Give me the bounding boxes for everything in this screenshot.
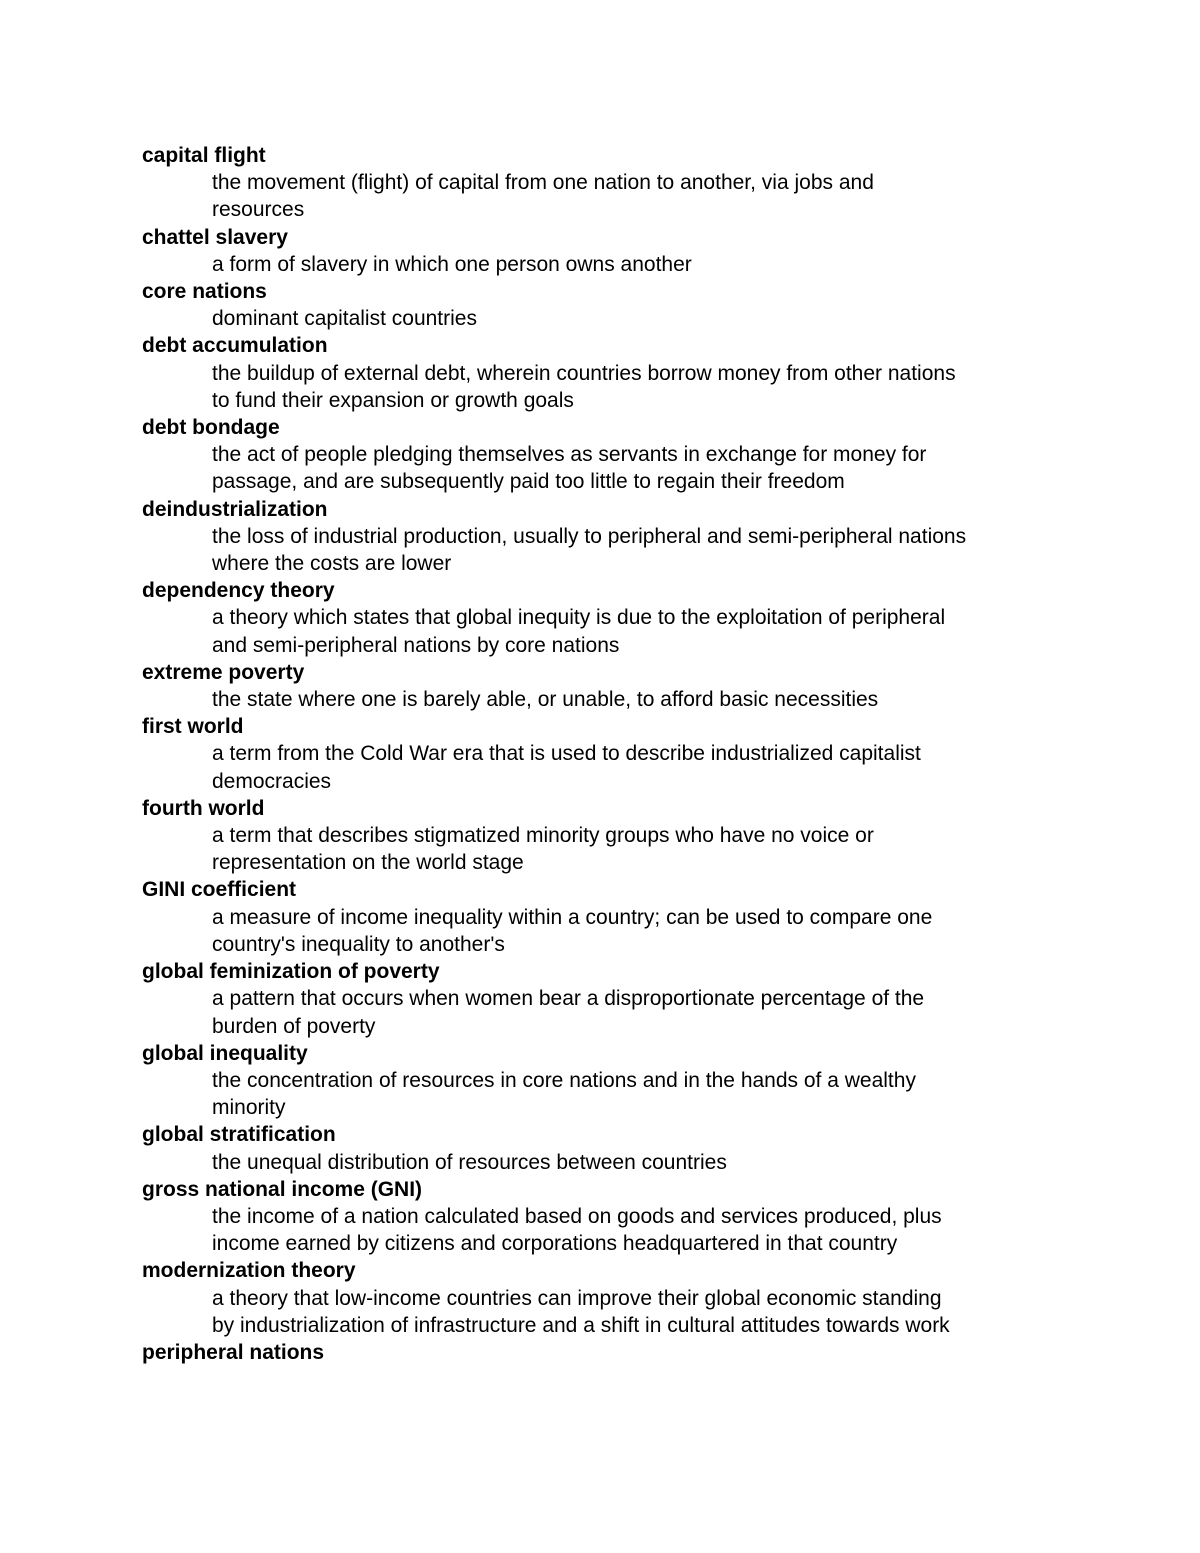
glossary-entry bbox=[142, 713, 1072, 795]
glossary-definition bbox=[142, 822, 1072, 876]
glossary-definition bbox=[142, 1203, 1072, 1257]
glossary-definition bbox=[142, 1149, 1072, 1176]
glossary-entry bbox=[142, 1176, 1072, 1258]
glossary-term: modernization theory bbox=[142, 1259, 356, 1283]
definition-line: country's inequality to another's bbox=[212, 932, 505, 956]
glossary-definition bbox=[142, 251, 1072, 278]
glossary-definition bbox=[142, 360, 1072, 414]
glossary-page bbox=[142, 142, 1072, 1366]
definition-line: a theory which states that global inequity is due to the exploitation of peripheral bbox=[212, 606, 946, 630]
glossary-definition bbox=[142, 305, 1072, 332]
definition-line: and semi-peripheral nations by core nations bbox=[212, 633, 620, 657]
glossary-term: fourth world bbox=[142, 796, 265, 820]
definition-line: the unequal distribution of resources between countries bbox=[212, 1150, 727, 1174]
definition-line: representation on the world stage bbox=[212, 851, 524, 875]
glossary-definition bbox=[142, 985, 1072, 1039]
glossary-entry bbox=[142, 332, 1072, 414]
glossary-entry bbox=[142, 876, 1072, 958]
definition-line: a term from the Cold War era that is used to describe industrialized capitalist bbox=[212, 742, 921, 766]
definition-line: income earned by citizens and corporations headquartered in that country bbox=[212, 1232, 898, 1256]
definition-line: a theory that low-income countries can improve their global economic standing bbox=[212, 1286, 942, 1310]
glossary-entry bbox=[142, 1040, 1072, 1122]
definition-line: the movement (flight) of capital from one nation to another, via jobs and bbox=[212, 171, 874, 195]
glossary-definition bbox=[142, 169, 1072, 223]
glossary-term: first world bbox=[142, 715, 244, 739]
definition-line: dominant capitalist countries bbox=[212, 307, 477, 331]
glossary-definition bbox=[142, 441, 1072, 495]
glossary-entry bbox=[142, 224, 1072, 278]
definition-line: the loss of industrial production, usually to peripheral and semi-peripheral nations bbox=[212, 524, 967, 548]
glossary-entry bbox=[142, 1339, 1072, 1366]
glossary-term: gross national income (GNI) bbox=[142, 1177, 423, 1201]
glossary-definition bbox=[142, 1067, 1072, 1121]
glossary-definition bbox=[142, 740, 1072, 794]
glossary-entry bbox=[142, 414, 1072, 496]
definition-line: resources bbox=[212, 198, 305, 222]
definition-line: the act of people pledging themselves as servants in exchange for money for bbox=[212, 443, 927, 467]
glossary-term: dependency theory bbox=[142, 579, 335, 603]
glossary-definition bbox=[142, 686, 1072, 713]
glossary-entry bbox=[142, 1121, 1072, 1175]
glossary-entry bbox=[142, 142, 1072, 224]
definition-line: a term that describes stigmatized minority groups who have no voice or bbox=[212, 824, 874, 848]
definition-line: the income of a nation calculated based on goods and services produced, plus bbox=[212, 1204, 942, 1228]
definition-line: the buildup of external debt, wherein countries borrow money from other nations bbox=[212, 361, 956, 385]
definition-line: a measure of income inequality within a country; can be used to compare one bbox=[212, 905, 933, 929]
glossary-definition bbox=[142, 604, 1072, 658]
definition-line: democracies bbox=[212, 769, 332, 793]
definition-line: by industrialization of infrastructure and a shift in cultural attitudes towards work bbox=[212, 1313, 950, 1337]
glossary-term: peripheral nations bbox=[142, 1340, 325, 1364]
glossary-term: chattel slavery bbox=[142, 225, 288, 249]
glossary-definition bbox=[142, 904, 1072, 958]
definition-line: minority bbox=[212, 1096, 286, 1120]
glossary-definition bbox=[142, 523, 1072, 577]
glossary-term: core nations bbox=[142, 280, 267, 304]
glossary-term: deindustrialization bbox=[142, 497, 328, 521]
glossary-term: debt accumulation bbox=[142, 334, 328, 358]
glossary-entry bbox=[142, 659, 1072, 713]
definition-line: where the costs are lower bbox=[212, 552, 452, 576]
definition-line: a pattern that occurs when women bear a disproportionate percentage of the bbox=[212, 987, 925, 1011]
definition-line: the concentration of resources in core nations and in the hands of a wealthy bbox=[212, 1068, 916, 1092]
glossary-term: extreme poverty bbox=[142, 660, 305, 684]
definition-line: passage, and are subsequently paid too little to regain their freedom bbox=[212, 470, 845, 494]
glossary-term: global inequality bbox=[142, 1041, 308, 1065]
glossary-term: global feminization of poverty bbox=[142, 960, 440, 984]
glossary-entry bbox=[142, 577, 1072, 659]
glossary-entry bbox=[142, 1257, 1072, 1339]
glossary-term: debt bondage bbox=[142, 416, 280, 440]
definition-line: the state where one is barely able, or unable, to afford basic necessities bbox=[212, 688, 879, 712]
glossary-term: GINI coefficient bbox=[142, 878, 297, 902]
glossary-term: global stratification bbox=[142, 1123, 336, 1147]
definition-line: a form of slavery in which one person owns another bbox=[212, 252, 692, 276]
glossary-term: capital flight bbox=[142, 144, 266, 167]
glossary-entry bbox=[142, 278, 1072, 332]
glossary-entry bbox=[142, 958, 1072, 1040]
glossary-entry bbox=[142, 795, 1072, 877]
glossary-entry bbox=[142, 496, 1072, 578]
definition-line: to fund their expansion or growth goals bbox=[212, 388, 574, 412]
definition-line: burden of poverty bbox=[212, 1014, 376, 1038]
glossary-definition bbox=[142, 1285, 1072, 1339]
